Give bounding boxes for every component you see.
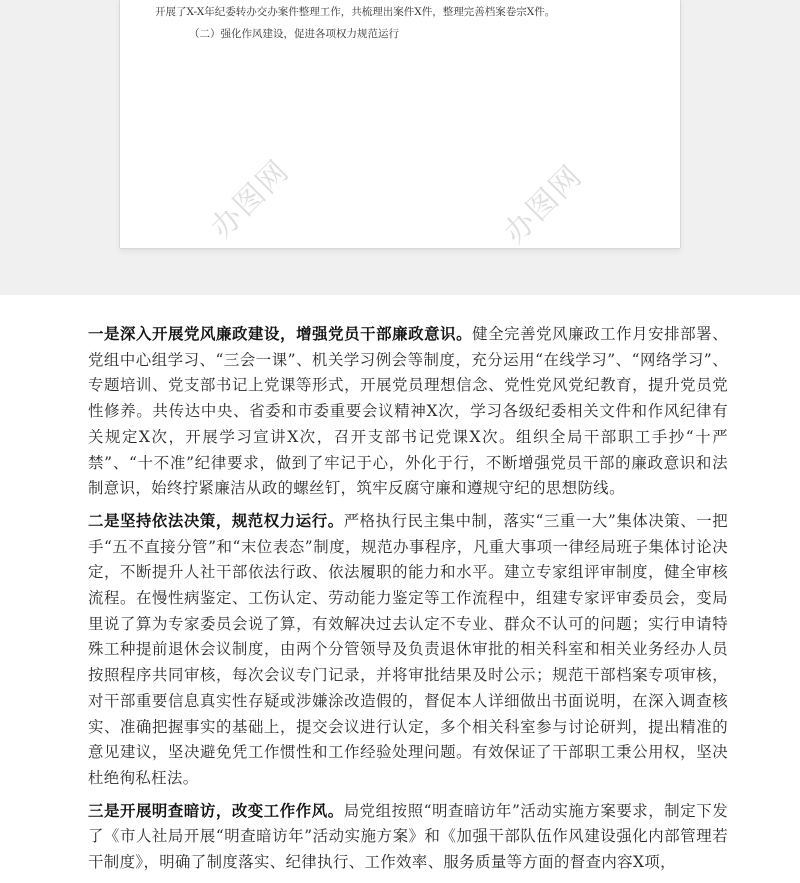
paragraph-lead-heading: 一是深入开展党风廉政建设，增强党员干部廉政意识。 bbox=[88, 325, 473, 343]
paragraph-lead-heading: 二是坚持依法决策，规范权力运行。 bbox=[88, 511, 344, 530]
previous-page-subheading: （二）强化作风建设，促进各项权力规范运行 bbox=[189, 28, 399, 40]
paragraph-lawful-decision bbox=[88, 509, 728, 792]
previous-page-area bbox=[0, 0, 800, 295]
paragraph-party-conduct bbox=[88, 322, 728, 502]
watermark-right: 办图网 bbox=[497, 158, 590, 251]
watermark-left: 办图网 bbox=[204, 153, 297, 246]
paragraph-body-text: 局党组按照“明查暗访年”活动实施方案要求，制定下发了《市人社局开展“明查暗访年”活动实施方案》和《加强干部队伍作风建设强化内部管理若干制度》，明确了制度落实、纪律执行、工作效率、服务质量等方面的督查内容X项， bbox=[88, 801, 728, 872]
paragraph-body-text: 健全完善党风廉政工作月安排部署、党组中心组学习、“三会一课”、机关学习例会等制度，充分运用“在线学习”、“网络学习”、专题培训、党支部书记上党课等形式，开展党员理想信念、党性党风党纪教育，提升党员党性修养。共传达中央、省委和市委重要会议精神X次，学习各级纪委相关文件和作风纪律有关规定X次，开展学习宣讲X次，召开支部书记党课X次。组织全局干部职工手抄“十严禁”、“十不准”纪律要求，做到了牢记于心，外化于行，不断增强党员干部的廉政意识和法制意识，始终拧紧廉洁从政的螺丝钉，筑牢反腐守廉和遵规守纪的思想防线。 bbox=[88, 325, 728, 498]
document-body bbox=[88, 322, 728, 883]
paragraph-body-text: 严格执行民主集中制，落实“三重一大”集体决策、一把手“五不直接分管”和“末位表态”制度，规范办事程序，凡重大事项一律经局班子集体讨论决定，不断提升人社干部依法行政、依法履职的能力和水平。建立专家组评审制度，健全审核流程。在慢性病鉴定、工伤认定、劳动能力鉴定等工作流程中，组建专家评审委员会，变局里说了算为专家委员会说了算，有效解决过去认定不专业、群众不认可的问题；实行申请特殊工种提前退休会议制度，由两个分管领导及负责退休审批的相关科室和相关业务经办人员按照程序共同审核，每次会议专门记录，并将审批结果及时公示；规范干部档案专项审核，对干部重要信息真实性存疑或涉嫌涂改造假的，督促本人详细做出书面说明，在深入调查核实、准确把握事实的基础上，提交会议进行认定，多个相关科室参与讨论研判，提出精准的意见建议，坚决避免凭工作惯性和工作经验处理问题。有效保证了干部职工秉公用权，坚决杜绝徇私枉法。 bbox=[88, 511, 728, 787]
paragraph-inspection bbox=[88, 799, 728, 876]
paragraph-lead-heading: 三是开展明查暗访，改变工作作风。 bbox=[88, 801, 344, 820]
previous-page-text-line: 开展了X-X年纪委转办交办案件整理工作，共梳理出案件X件，整理完善档案卷宗X件。 bbox=[155, 6, 556, 18]
